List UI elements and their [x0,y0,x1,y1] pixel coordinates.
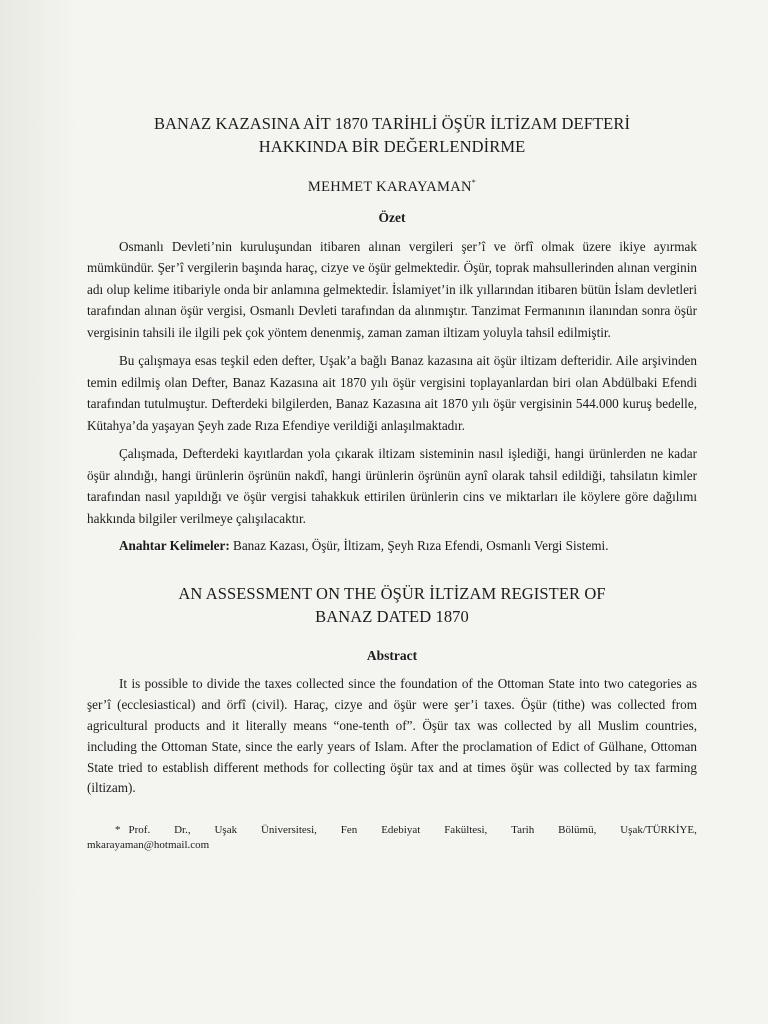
scan-binding-shadow [0,0,78,1024]
english-title [87,582,697,628]
ozet-heading: Özet [378,209,406,225]
author-name: MEHMET KARAYAMAN [307,178,472,195]
keywords-line [87,536,697,556]
ozet-paragraph-3: Çalışmada, Defterdeki kayıtlardan yola çıkarak iltizam sisteminin nasıl işlediği, hangi ürünlerden ne kadar öşür alındığı, hangi ürünlerin öşrünün nakdî, hangi ürünlerin öşrünün aynî olarak tahsil edildiği, tahsilatın kimler tarafından nasıl yapıldığı ve öşür vergisi tahakkuk ettirilen ürünlerin cins ve miktarları ile köylere göre dağılımı hakkında bilgiler verilmeye çalışılacaktır. [87,446,697,526]
keywords-label: Anahtar Kelimeler: [119,538,230,554]
english-title-line-2: BANAZ DATED 1870 [315,607,469,627]
ozet-paragraph-2: Bu çalışmaya esas teşkil eden defter, Uşak’a bağlı Banaz kazasına ait öşür iltizam defteridir. Aile arşivinden temin edilmiş olan Defter, Banaz Kazasına ait 1870 yılı öşür vergisini toplayanlardan biri olan Abdülbaki Efendi tarafından tutulmuştur. Defterdeki bilgilerden, Banaz Kazasına ait 1870 yılı öşür vergisinin 544.000 kuruş bedelle, Kütahya’da yaşayan Şeyh zade Rıza Efendiye verildiği anlaşılmaktadır. [87,353,697,433]
turkish-title-line-1: BANAZ KAZASINA AİT 1870 TARİHLİ ÖŞÜR İLTİZAM DEFTERİ [153,114,631,133]
footnote-word: Tarih [511,824,535,837]
footnote-word: Edebiyat [381,824,421,837]
turkish-title-line-2: HAKKINDA BİR DEĞERLENDİRME [258,137,526,156]
english-title-line-1: AN ASSESSMENT ON THE ÖŞÜR İLTİZAM REGISTER OF [178,584,606,604]
footnote-word: Uşak [214,824,238,837]
article-content [87,112,697,853]
abstract-heading: Abstract [366,648,418,664]
turkish-title [87,112,697,158]
footnote-email: mkarayaman@hotmail.com [87,839,210,852]
footnote-word: Fakültesi, [444,824,488,837]
footnote-word: Bölümü, [558,824,597,837]
footnote-mark: * [115,824,121,837]
keywords-text: Banaz Kazası, Öşür, İltizam, Şeyh Rıza Efendi, Osmanlı Vergi Sistemi. [233,538,609,554]
footnote-word: Prof. [128,824,151,837]
footnote-word: Uşak/TÜRKİYE, [620,824,697,837]
footnote-word: Fen [340,824,358,837]
abstract-paragraph: It is possible to divide the taxes collected since the foundation of the Ottoman State into two categories as şer’î (ecclesiastical) and örfî (civil). Haraç, cizye and öşür were şer’i taxes. Öşür (tithe) was collected from agricultural products and it literally means “one-tenth of”. Öşür tax was collected by all Muslim countries, including the Ottoman State, since the early years of Islam. After the proclamation of Edict of Gülhane, Ottoman State tried to establish different methods for collecting öşür tax and at times öşür was collected by tax farming (iltizam). [87,676,697,796]
footnote-word: Dr., [174,824,191,837]
author-footnote [87,823,697,853]
ozet-paragraph-1: Osmanlı Devleti’nin kuruluşundan itibaren alınan vergileri şer’î ve örfî olmak üzere ikiye ayırmak mümkündür. Şer’î vergilerin başında haraç, cizye ve öşür gelmektedir. Öşür, toprak mahsullerinden alınan verginin adı olup kelime itibariyle onda bir anlamına gelmektedir. İslamiyet’in ilk yıllarından itibaren bütün İslam devletleri tarafından alınan öşür vergisi, Osmanlı Devleti tarafından da alınmıştır. Tanzimat Fermanının ilanından sonra öşür vergisinin tahsili ile ilgili pek çok yöntem denenmiş, zaman zaman iltizam yoluyla tahsil edilmiştir. [87,238,697,340]
footnote-word: Üniversitesi, [260,824,317,837]
footnote-affiliation [87,823,697,838]
author-footnote-mark: * [471,178,477,187]
author-line [87,178,697,196]
